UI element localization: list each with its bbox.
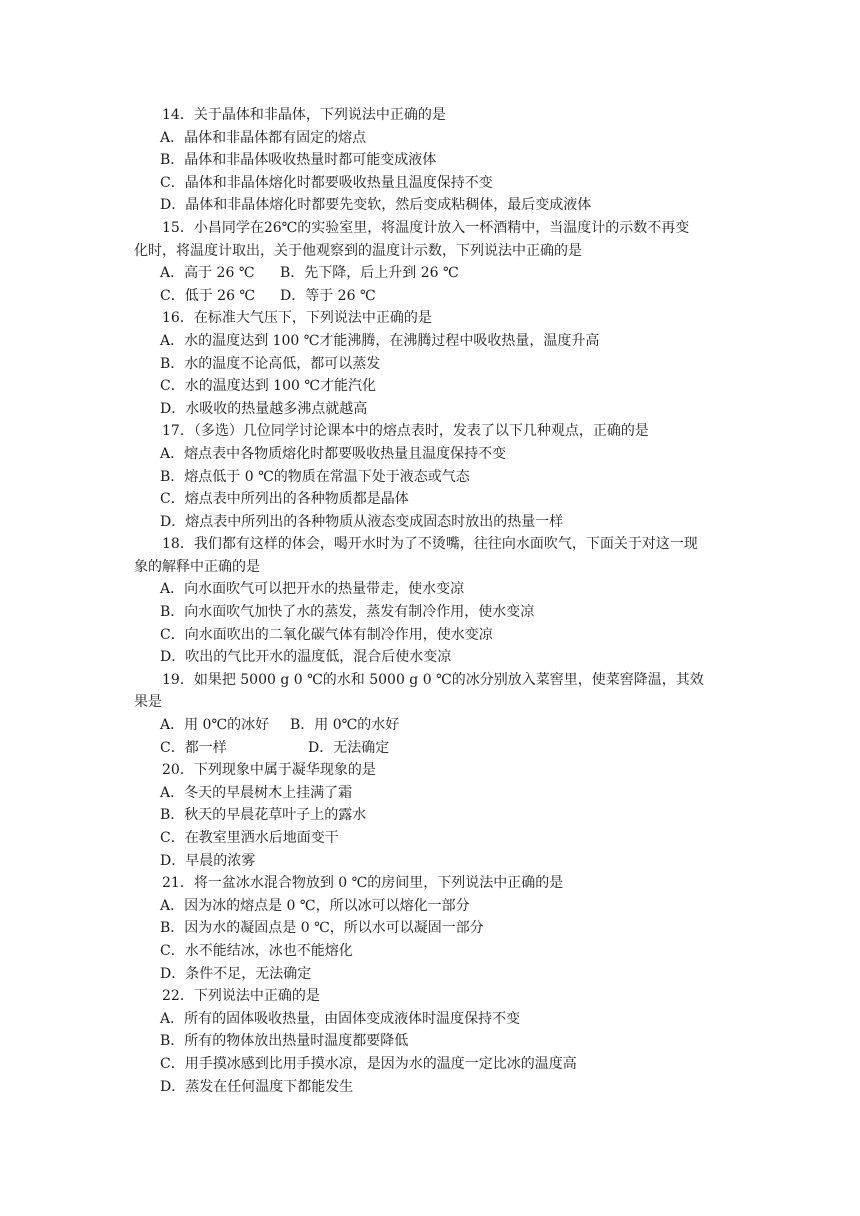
- question-17-option-c: C．熔点表中所列出的各种物质都是晶体: [160, 491, 409, 508]
- question-19-option-c: C．都一样: [160, 739, 227, 756]
- question-21-option-c: C．水不能结冰，冰也不能熔化: [160, 942, 353, 959]
- question-22-stem: 22．下列说法中正确的是: [162, 988, 320, 1005]
- question-20-option-a: A．冬天的早晨树木上挂满了霜: [160, 784, 353, 801]
- question-15-option-d: D．等于 26 ℃: [280, 287, 376, 304]
- question-21-stem: 21．将一盆冰水混合物放到 0 ℃的房间里，下列说法中正确的是: [162, 875, 564, 892]
- question-19-option-b: B．用 0℃的水好: [290, 717, 400, 734]
- question-20-option-b: B．秋天的早晨花草叶子上的露水: [160, 807, 367, 824]
- question-16-stem: 16．在标准大气压下，下列说法中正确的是: [162, 310, 432, 327]
- question-17-option-a: A．熔点表中各物质熔化时都要吸收热量且温度保持不变: [160, 445, 507, 462]
- question-15-options-row-1: [134, 262, 774, 285]
- question-22-option-a: A．所有的固体吸收热量，由固体变成液体时温度保持不变: [160, 1010, 521, 1027]
- question-15-options-row-2: [134, 285, 774, 308]
- question-15-option-b: B．先下降，后上升到 26 ℃: [280, 265, 459, 282]
- question-19-options-row-2: [134, 737, 774, 760]
- question-18-option-c: C．向水面吹出的二氧化碳气体有制冷作用，使水变凉: [160, 626, 493, 643]
- question-18-option-a: A．向水面吹气可以把开水的热量带走，使水变凉: [160, 581, 465, 598]
- question-22-option-d: D．蒸发在任何温度下都能发生: [160, 1078, 354, 1095]
- question-19-stem-continued: 果是: [134, 694, 162, 711]
- question-21-option-d: D．条件不足，无法确定: [160, 965, 312, 982]
- question-14-option-d: D．晶体和非晶体熔化时都要先变软，然后变成粘稠体，最后变成液体: [160, 197, 592, 214]
- question-16-option-b: B．水的温度不论高低，都可以蒸发: [160, 355, 381, 372]
- question-22-option-b: B．所有的物体放出热量时温度都要降低: [160, 1033, 409, 1050]
- question-19-option-a: A．用 0℃的冰好: [160, 717, 270, 734]
- question-14-option-c: C．晶体和非晶体熔化时都要吸收热量且温度保持不变: [160, 174, 493, 191]
- question-14-option-b: B．晶体和非晶体吸收热量时都可能变成液体: [160, 152, 437, 169]
- question-21-option-a: A．因为冰的熔点是 0 ℃，所以冰可以熔化一部分: [160, 897, 470, 914]
- question-19-stem: 19．如果把 5000 g 0 ℃的水和 5000 g 0 ℃的冰分别放入菜窖里，使菜窖降温，其效: [162, 671, 704, 688]
- question-14-stem: 14．关于晶体和非晶体，下列说法中正确的是: [162, 107, 446, 123]
- question-15-stem: 15．小昌同学在26℃的实验室里，将温度计放入一杯酒精中，当温度计的示数不再变: [162, 219, 690, 236]
- question-20-option-d: D．早晨的浓雾: [160, 852, 256, 869]
- question-18-option-b: B．向水面吹气加快了水的蒸发，蒸发有制冷作用，使水变凉: [160, 604, 535, 621]
- question-15-stem-continued: 化时，将温度计取出，关于他观察到的温度计示数，下列说法中正确的是: [134, 242, 582, 259]
- question-22-option-c: C．用手摸冰感到比用手摸水凉，是因为水的温度一定比冰的温度高: [160, 1055, 577, 1072]
- question-17-option-b: B．熔点低于 0 ℃的物质在常温下处于液态或气态: [160, 468, 470, 485]
- question-20-stem: 20．下列现象中属于凝华现象的是: [162, 762, 376, 779]
- question-20-option-c: C．在教室里洒水后地面变干: [160, 830, 339, 846]
- question-16-option-d: D．水吸收的热量越多沸点就越高: [160, 400, 368, 417]
- question-17-option-d: D．熔点表中所列出的各种物质从液态变成固态时放出的热量一样: [160, 513, 564, 530]
- question-15-option-c: C．低于 26 ℃: [160, 287, 256, 304]
- question-21-option-b: B．因为水的凝固点是 0 ℃，所以水可以凝固一部分: [160, 920, 484, 937]
- question-18-option-d: D．吹出的气比开水的温度低，混合后使水变凉: [160, 649, 452, 666]
- question-15-option-a: A．高于 26 ℃: [160, 265, 255, 282]
- question-17-stem: 17．（多选）几位同学讨论课本中的熔点表时，发表了以下几种观点，正确的是: [162, 423, 649, 440]
- question-16-option-a: A．水的温度达到 100 ℃才能沸腾，在沸腾过程中吸收热量，温度升高: [160, 332, 600, 349]
- question-18-stem: 18．我们都有这样的体会，喝开水时为了不烫嘴，往往向水面吹气，下面关于对这一现: [162, 536, 698, 553]
- question-16-option-c: C．水的温度达到 100 ℃才能汽化: [160, 378, 376, 395]
- question-19-options-row-1: [134, 714, 774, 737]
- question-18-stem-continued: 象的解释中正确的是: [134, 558, 260, 575]
- question-14-option-a: A．晶体和非晶体都有固定的熔点: [160, 129, 367, 146]
- document-page: [134, 104, 774, 1098]
- question-19-option-d: D．无法确定: [308, 739, 390, 756]
